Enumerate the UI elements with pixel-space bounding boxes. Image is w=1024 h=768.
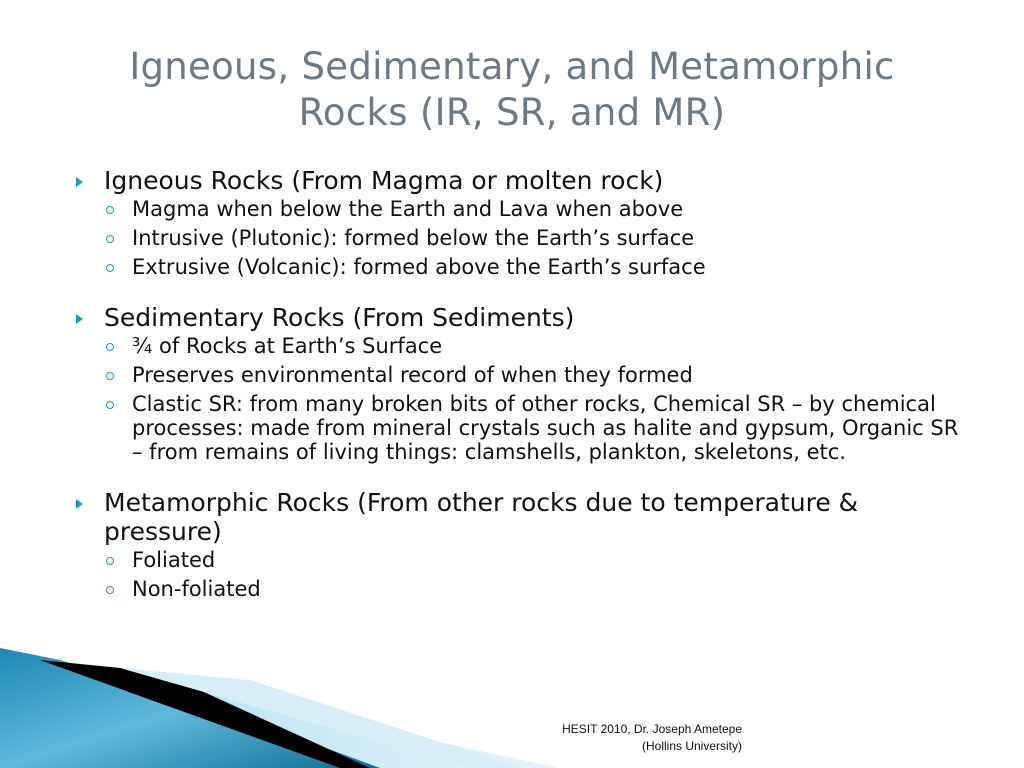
list-item — [76, 577, 966, 601]
list-item-text: Magma when below the Earth and Lava when above — [132, 197, 684, 221]
list-item-text: Foliated — [132, 548, 216, 572]
triangle-arrow-icon — [76, 499, 83, 509]
list-item-text: Preserves environmental record of when they formed — [132, 363, 693, 387]
list-item — [76, 392, 966, 464]
list-item — [76, 334, 966, 358]
list-item — [76, 255, 966, 279]
list-item — [76, 548, 966, 572]
sub-list — [76, 548, 966, 601]
section-heading: Sedimentary Rocks (From Sediments) — [104, 303, 575, 332]
ring-bullet-icon — [106, 343, 114, 351]
section-sedimentary — [76, 303, 966, 464]
sub-list — [76, 197, 966, 279]
list-item-text: Extrusive (Volcanic): formed above the Earth’s surface — [132, 255, 706, 279]
list-item-text: Intrusive (Plutonic): formed below the Earth’s surface — [132, 226, 695, 250]
ring-bullet-icon — [106, 372, 114, 380]
section-heading: Metamorphic Rocks (From other rocks due to temperature & pressure) — [104, 488, 859, 546]
footer-line-2: (Hollins University) — [641, 739, 742, 753]
list-item-text: Clastic SR: from many broken bits of other rocks, Chemical SR – by chemical processes: made from mineral crystals such as halite and gypsum, Organic SR – from remains of living things: clamshells, plankton, skeletons, etc. — [132, 392, 959, 464]
list-item — [76, 226, 966, 250]
triangle-arrow-icon — [76, 177, 83, 187]
title-line-2: Rocks (IR, SR, and MR) — [298, 91, 726, 134]
slide-footer — [480, 721, 742, 755]
section-igneous — [76, 166, 966, 279]
list-item-text: Non-foliated — [132, 577, 261, 601]
ring-bullet-icon — [106, 264, 114, 272]
sub-list — [76, 334, 966, 464]
title-line-1: Igneous, Sedimentary, and Metamorphic — [129, 45, 895, 88]
ring-bullet-icon — [106, 586, 114, 594]
slide-body — [76, 166, 966, 625]
ring-bullet-icon — [106, 235, 114, 243]
list-item — [76, 363, 966, 387]
ring-bullet-icon — [106, 206, 114, 214]
list-item-text: ¾ of Rocks at Earth’s Surface — [132, 334, 443, 358]
triangle-arrow-icon — [76, 314, 83, 324]
footer-line-1: HESIT 2010, Dr. Joseph Ametepe — [562, 722, 742, 736]
slide-title — [60, 44, 964, 136]
bullet-level1 — [76, 303, 966, 332]
ring-bullet-icon — [106, 401, 114, 409]
section-metamorphic — [76, 488, 966, 601]
bullet-level1 — [76, 488, 966, 546]
list-item — [76, 197, 966, 221]
ring-bullet-icon — [106, 557, 114, 565]
bullet-level1 — [76, 166, 966, 195]
section-heading: Igneous Rocks (From Magma or molten rock) — [104, 166, 664, 195]
